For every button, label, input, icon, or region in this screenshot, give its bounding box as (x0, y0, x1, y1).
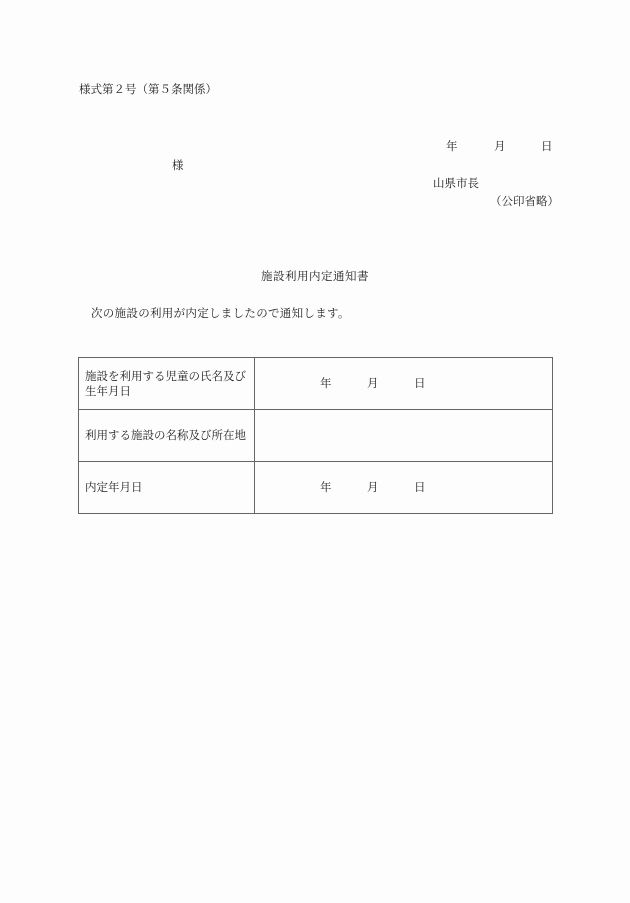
month-label: 月 (367, 480, 379, 494)
year-label: 年 (320, 480, 332, 494)
issuer-name: 山県市長 (433, 176, 479, 190)
day-label: 日 (414, 480, 426, 494)
table-row (79, 358, 553, 410)
date-day-label: 日 (541, 139, 553, 153)
document-body: 次の施設の利用が内定しましたので通知します。 (91, 306, 350, 320)
decision-date-cell (255, 462, 553, 514)
table-row (79, 410, 553, 462)
info-table (78, 357, 553, 514)
facility-name-location-cell (255, 410, 553, 462)
addressee-suffix: 様 (172, 158, 184, 172)
date-fields (261, 376, 546, 391)
child-birthdate-cell (255, 358, 553, 410)
month-label: 月 (367, 376, 379, 390)
date-fields (261, 480, 546, 495)
date-month-label: 月 (494, 139, 506, 153)
document-title: 施設利用内定通知書 (261, 269, 369, 283)
year-label: 年 (320, 376, 332, 390)
day-label: 日 (414, 376, 426, 390)
table-label-cell: 施設を利用する児童の氏名及び生年月日 (79, 358, 255, 410)
seal-note: （公印省略） (490, 194, 559, 208)
date-year-label: 年 (446, 139, 458, 153)
table-label-cell: 内定年月日 (79, 462, 255, 514)
table-row (79, 462, 553, 514)
table-label-cell: 利用する施設の名称及び所在地 (79, 410, 255, 462)
form-number: 様式第２号（第５条関係） (79, 82, 217, 96)
